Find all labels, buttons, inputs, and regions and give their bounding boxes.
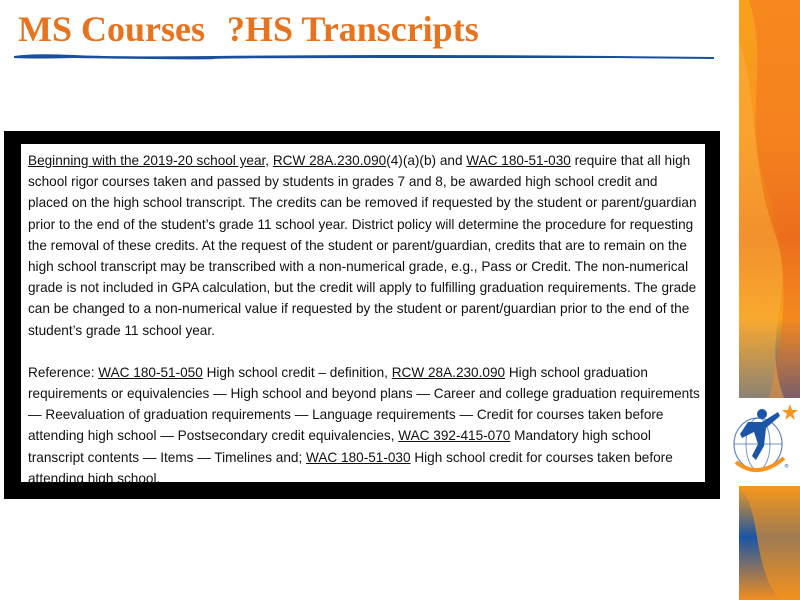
wac-link-3: WAC 180-51-030 <box>306 449 411 465</box>
reference-text-2: High school graduation requirements or equivalencies — High school and beyond plans — Career and college graduation requirements — Reevaluation of graduation requirements — Language requirements — Credit for courses taken before attending high school — Postsecondary credit equivalencies, <box>28 364 700 444</box>
decorative-side-stripe <box>739 0 800 600</box>
wac-link: WAC 180-51-030 <box>466 153 571 168</box>
paragraph1-body: require that all high school rigor courses taken and passed by students in grades 7 and 8, be awarded high school credit and placed on the high school transcript. The credits can be removed if requested by the student or parent/guardian prior to the end of the student’s grade 11 school year. District policy will determine the procedure for requesting the removal of these credits. At the request of the student or parent/guardian, credits that are to remain on the high school transcript may be transcribed with a non-numerical grade, e.g., Pass or Credit. The non-numerical grade is not included in GPA calculation, but the credit will apply to fulfilling graduation requirements. The grade can be changed to a non-numerical value if requested by the student or parent/guardian prior to the end of the student’s grade 11 school year. <box>28 153 697 338</box>
text-excerpt-panel <box>21 144 705 486</box>
reference-text-4: High school credit for courses taken before attending high school. <box>28 449 673 486</box>
stripe-bottom-segment <box>739 486 800 600</box>
rcw-suffix: (4)(a)(b) and <box>386 153 463 168</box>
title-glyph: ? <box>227 9 245 49</box>
page-title <box>18 8 479 50</box>
wac-link-1: WAC 180-51-050 <box>98 364 203 380</box>
svg-text:®: ® <box>784 464 789 470</box>
logo <box>728 400 800 480</box>
title-part1: MS Courses <box>18 9 205 49</box>
rcw-link-2: RCW 28A.230.090 <box>391 364 506 380</box>
reference-text-1: High school credit – definition, <box>206 364 388 380</box>
paragraph-references <box>28 362 701 489</box>
paragraph-rcw-requirement <box>28 150 701 341</box>
figure-with-star-and-globe-logo-icon <box>728 400 800 480</box>
title-underline <box>14 52 714 60</box>
title-part2: HS Transcripts <box>245 9 479 49</box>
wac-link-2: WAC 392-415-070 <box>398 428 511 444</box>
reference-label: Reference: <box>28 364 95 380</box>
rcw-link: RCW 28A.230.090 <box>272 153 387 168</box>
school-year-link: Beginning with the 2019-20 school year, <box>28 153 270 168</box>
reference-text-3: Mandatory high school transcript contents — Items — Timelines and; <box>28 428 651 465</box>
stripe-top-segment <box>739 0 800 398</box>
